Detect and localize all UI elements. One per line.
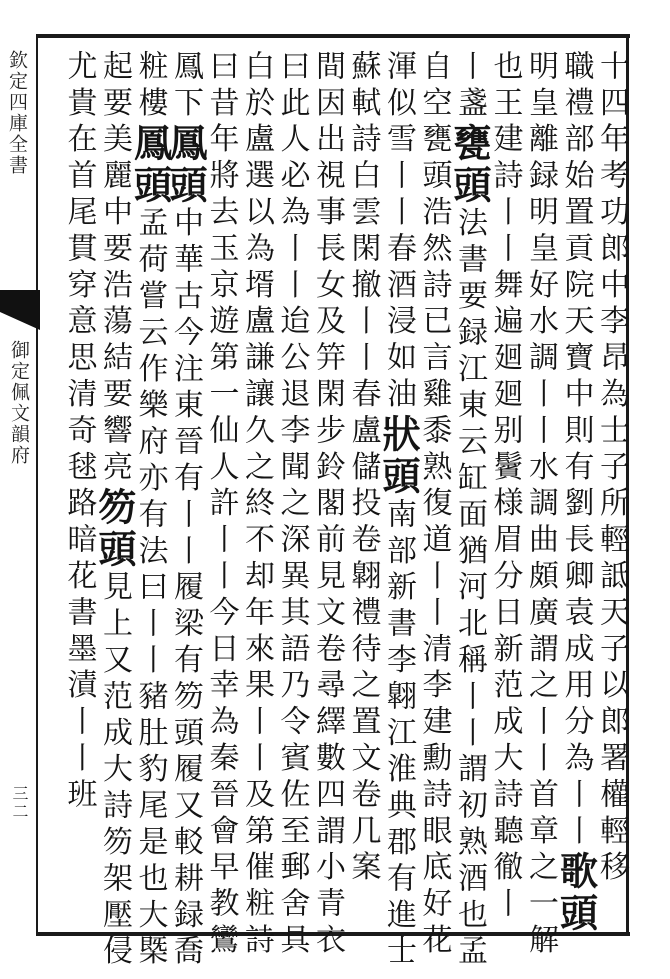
column-text: 法書要録江東云缸面猶河北稱丨丨謂初熟酒也孟 xyxy=(452,206,487,972)
text-column xyxy=(523,50,557,960)
column-text: 中華古今注東晉有丨丨履梁有笏頭履又䡈耕録喬 xyxy=(168,206,203,972)
text-column xyxy=(62,50,96,814)
text-column xyxy=(239,50,273,960)
margin-book-title: 御定佩文韻府 xyxy=(8,340,30,466)
margin-top-title: 欽定四庫全書 xyxy=(6,50,28,176)
text-column xyxy=(488,50,522,924)
text-column xyxy=(163,50,208,972)
entry-heading: 歌頭 xyxy=(553,850,599,935)
text-column xyxy=(346,50,380,887)
column-text: 職禮部始置貢院天寶中則有劉長卿袁成用分為丨丨 xyxy=(558,50,594,851)
text-column xyxy=(594,50,628,887)
entry-heading: 鳳頭 xyxy=(163,122,208,207)
entry-heading: 甕頭 xyxy=(447,122,492,207)
column-text: 曰昔年將去玉京遊第一仙人許丨丨今日幸為秦晉會早教鸞 xyxy=(203,50,239,960)
column-text: 白於盧選以為壻盧謙讓久之終不却年來果丨丨及第催粧詩 xyxy=(239,50,274,960)
column-text: 明皇離録明皇好水調丨丨水調曲頗廣謂之丨丨首章之一解 xyxy=(523,50,558,960)
text-column xyxy=(92,50,137,972)
column-text: 也王建詩丨丨舞遍廻廻别鬢様眉分日新范成大詩聽徹丨 xyxy=(487,50,523,924)
column-text: 自空甕頭浩然詩已言雞黍熟復道丨丨清李建勳詩眼底好花 xyxy=(416,50,452,960)
column-text: 十四年考功郎中李昂為士子所輕詆天子以郎署權輕移 xyxy=(594,50,629,888)
margin-page-number: 三二 xyxy=(10,785,29,821)
text-column xyxy=(447,50,492,972)
entry-heading: 鳳頭 xyxy=(127,122,173,207)
column-text: 曰此人必為丨丨迨公退李聞之深異其語乃令賓佐至郵舍具 xyxy=(274,50,310,960)
text-column xyxy=(310,50,344,960)
text-column xyxy=(127,50,173,972)
frame-top-border xyxy=(36,34,630,38)
column-text: 見上又范成大詩笏架壓侵 xyxy=(97,570,132,972)
column-text: 蘇軾詩白雲閑撤丨丨春盧儲投卷翺禮待之置文卷几案 xyxy=(345,50,381,888)
column-text: 間因出視事長女及笄閑步鈴閣前見文卷尋繹數四謂小青衣 xyxy=(310,50,345,960)
margin-divider xyxy=(36,38,38,932)
fishtail-mark-icon xyxy=(0,290,40,330)
column-text: 丨盞 xyxy=(452,50,487,123)
column-text: 粧樓 xyxy=(132,50,168,123)
column-text: 鳳下 xyxy=(168,50,203,123)
text-column xyxy=(417,50,451,960)
entry-heading: 狀頭 xyxy=(376,414,421,498)
column-text: 南部新書李翺江淮典郡有進士 xyxy=(381,498,416,972)
entry-heading: 笏頭 xyxy=(92,486,137,571)
column-text: 尤貴在首尾貫穿意思清奇 xyxy=(61,50,97,451)
text-column xyxy=(553,50,599,935)
column-text: 起要美麗中要浩蕩結要響亮 xyxy=(97,50,132,487)
text-column xyxy=(204,50,238,960)
column-text: 渾似雪丨丨春酒浸如油 xyxy=(381,50,416,414)
column-text: 孟荷嘗云作樂府亦有法曰丨丨豬肚豹尾是也大槩 xyxy=(132,206,168,972)
text-column xyxy=(376,50,421,972)
column-text: 毬路暗花書墨漬丨丨班 xyxy=(61,450,97,815)
text-column xyxy=(275,50,309,960)
